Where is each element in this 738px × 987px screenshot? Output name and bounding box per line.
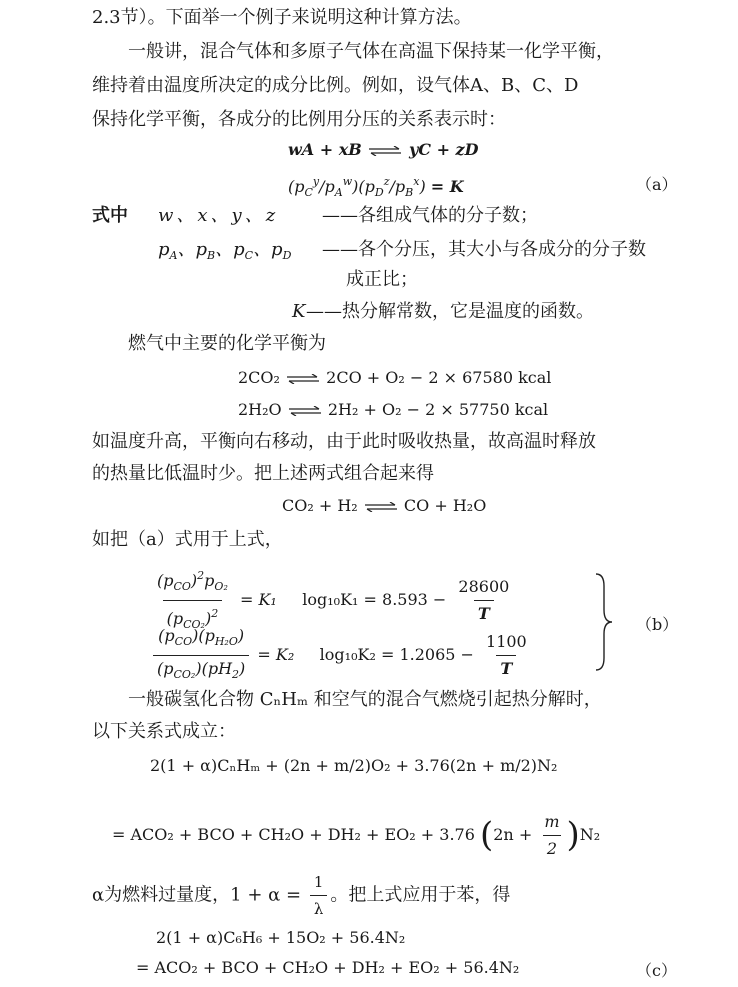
definition-vars: w、x、y、z xyxy=(158,205,279,226)
text-line-2: 一般讲，混合气体和多原子气体在高温下保持某一化学平衡， xyxy=(128,41,614,62)
equation-reaction: wA + xB yC + zD xyxy=(288,140,479,159)
text-line-7: 的热量比低温时少。把上述两式组合起来得 xyxy=(92,463,434,484)
text-line-11: α为燃料过量度，1 + α = $\frac{1}{\lambda}$ 。把上式应用于苯，得 xyxy=(92,870,510,921)
equation-co2: 2CO₂ 2CO + O₂ − 2 × 67580 kcal xyxy=(238,368,552,387)
definition-K: K xyxy=(292,301,306,322)
equation-k1: $\frac{(p_{CO})^2p_{O_2}}{(p_{CO_2})^2}$ = K₁ log₁₀K₁ = 8.593 − $\frac{28600}{T}$ xyxy=(150,564,516,637)
text-line-9: 一般碳氢化合物 CₙHₘ 和空气的混合气燃烧引起热分解时， xyxy=(128,689,602,710)
equation-h2o: 2H₂O 2H₂ + O₂ − 2 × 57750 kcal xyxy=(238,400,549,419)
definition-2b: 成正比； xyxy=(346,269,418,290)
text-line-1: 2.3节）。下面举一个例子来说明这种计算方法。 xyxy=(92,7,472,28)
definition-3: ——热分解常数，它是温度的函数。 xyxy=(306,301,594,322)
right-brace-icon xyxy=(594,572,614,672)
equilibrium-arrow-icon xyxy=(369,146,401,156)
text-line-5: 燃气中主要的化学平衡为 xyxy=(128,333,326,354)
text-line-6: 如温度升高，平衡向右移动，由于此时吸收热量，故高温时释放 xyxy=(92,431,596,452)
equation-label-b: （b） xyxy=(636,615,679,634)
text-line-8: 如把（a）式用于上式， xyxy=(92,529,283,550)
equation-general-lhs: 2(1 + α)CₙHₘ + (2n + m/2)O₂ + 3.76(2n + m/2)N₂ xyxy=(150,756,558,775)
equilibrium-arrow-icon xyxy=(289,406,321,416)
equation-k2: $\frac{(p_{CO})(p_{H_2O})}{(p_{CO_2})(pH_2)}$ = K₂ log₁₀K₂ = 1.2065 − $\frac{1100}{T}$ xyxy=(150,624,534,687)
equation-shift: CO₂ + H₂ CO + H₂O xyxy=(282,496,487,515)
equation-a: $(p_C^y/p_A^w)(p_D^z/p_B^x) = K$ xyxy=(288,175,464,199)
equation-label-a: （a） xyxy=(636,175,678,194)
equation-benzene-lhs: 2(1 + α)C₆H₆ + 15O₂ + 56.4N₂ xyxy=(156,928,406,947)
where-label: 式中 xyxy=(92,205,128,226)
text-line-4: 保持化学平衡，各成分的比例用分压的关系表示时： xyxy=(92,109,506,130)
equation-label-c: （c） xyxy=(636,961,677,980)
definition-1: ——各组成气体的分子数； xyxy=(322,205,538,226)
definition-2: ——各个分压，其大小与各成分的分子数 xyxy=(322,239,646,260)
equation-general-rhs: = ACO₂ + BCO + CH₂O + DH₂ + EO₂ + 3.76 (2n + $\frac{m}{2}$ )N₂ xyxy=(112,810,600,861)
text-line-3: 维持着由温度所决定的成分比例。例如，设气体A、B、C、D xyxy=(92,75,579,96)
equilibrium-arrow-icon xyxy=(365,502,397,512)
text-line-10: 以下关系式成立： xyxy=(92,721,236,742)
definition-pressures: $p_A$、$p_B$、$p_C$、$p_D$ xyxy=(158,239,292,262)
equilibrium-arrow-icon xyxy=(287,374,319,384)
equation-benzene-rhs: = ACO₂ + BCO + CH₂O + DH₂ + EO₂ + 56.4N₂ xyxy=(136,958,520,977)
